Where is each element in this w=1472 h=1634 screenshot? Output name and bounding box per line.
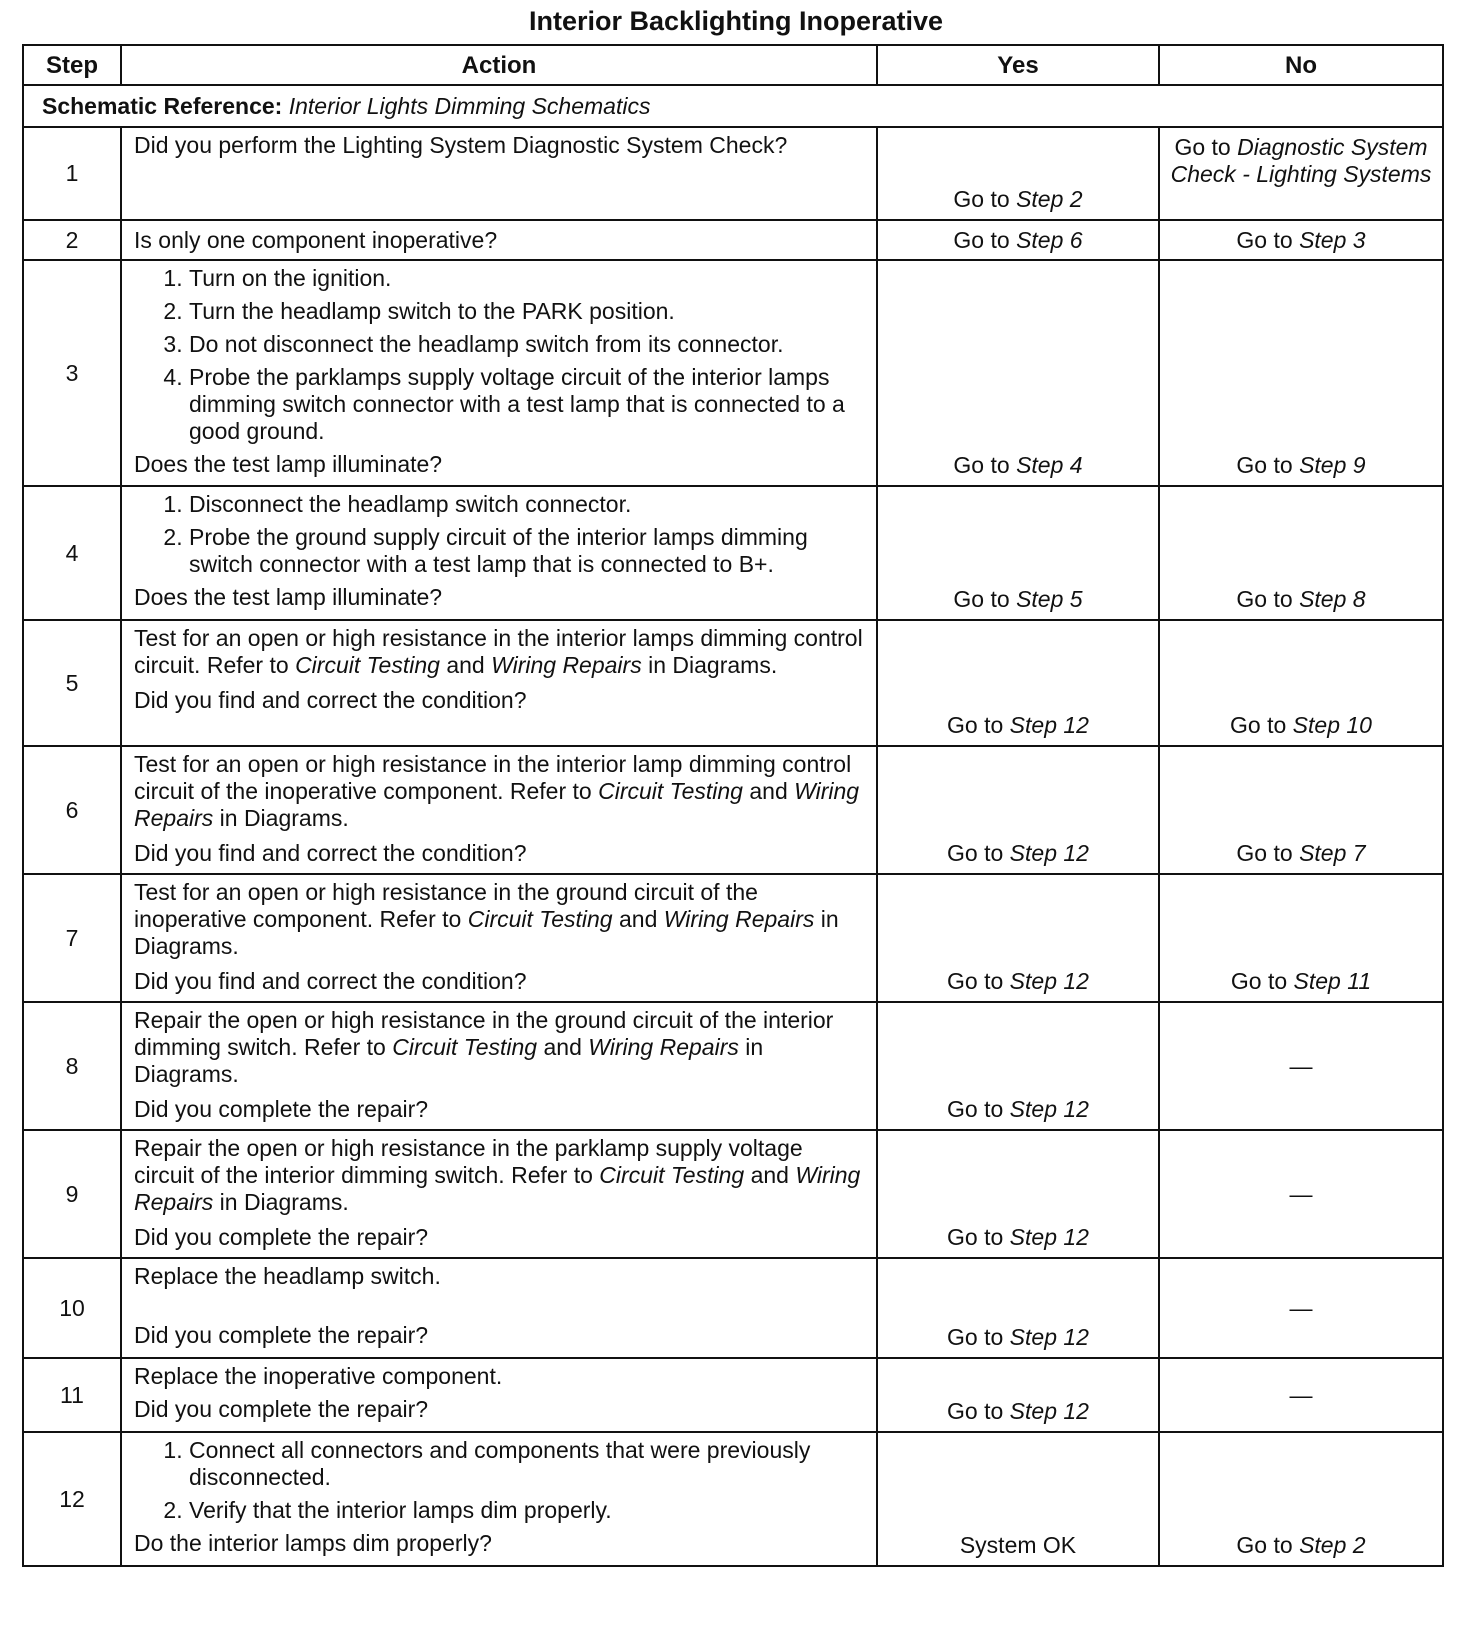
- step-link[interactable]: Step 6: [1016, 226, 1083, 253]
- yes-cell: [877, 260, 1159, 486]
- refer-to-label: Refer to: [379, 906, 462, 932]
- yes-cell: [877, 1258, 1159, 1358]
- in-diagrams-label: in Diagrams.: [134, 1034, 764, 1087]
- wiring-repairs-link[interactable]: Wiring Repairs: [588, 1034, 739, 1060]
- action-sentence: Test for an open or high resistance in the ground circuit of the inoperative component.: [134, 879, 758, 932]
- table-row: [23, 1358, 1443, 1432]
- step-number: 2: [23, 220, 121, 260]
- action-cell: [121, 1002, 877, 1130]
- action-text: Replace the inoperative component.: [134, 1363, 503, 1389]
- step-link[interactable]: Step 2: [1299, 1532, 1366, 1558]
- go-to-label: Go to: [1174, 134, 1231, 160]
- go-to-label: Go to: [947, 1324, 1004, 1350]
- circuit-testing-link[interactable]: Circuit Testing: [598, 778, 743, 804]
- step-number: 9: [23, 1130, 121, 1258]
- yes-cell: [877, 874, 1159, 1002]
- go-to-label: Go to: [953, 452, 1010, 478]
- step-link[interactable]: Step 12: [1009, 1224, 1089, 1250]
- go-to-label: Go to: [1236, 840, 1293, 866]
- question-text: Did you find and correct the condition?: [134, 687, 527, 713]
- yes-cell: [877, 127, 1159, 220]
- action-cell: [121, 874, 877, 1002]
- question-text: Did you complete the repair?: [134, 1096, 429, 1122]
- go-to-label: Go to: [1236, 1532, 1293, 1558]
- step-link[interactable]: Step 5: [1016, 586, 1083, 612]
- wiring-repairs-link[interactable]: Wiring Repairs: [491, 652, 642, 678]
- circuit-testing-link[interactable]: Circuit Testing: [392, 1034, 538, 1060]
- refer-to-label: Refer to: [206, 652, 289, 678]
- go-to-label: Go to: [1230, 712, 1287, 738]
- table-row: [23, 874, 1443, 1002]
- go-to-label: Go to: [953, 226, 1010, 253]
- no-cell: [1159, 260, 1443, 486]
- header-yes: Yes: [877, 45, 1159, 85]
- step-link[interactable]: Step 12: [1009, 1096, 1089, 1122]
- action-cell: [121, 1358, 877, 1432]
- step-link[interactable]: Step 2: [1016, 186, 1083, 212]
- action-list: [134, 491, 866, 578]
- action-text: [134, 1135, 866, 1216]
- action-list: [134, 265, 866, 445]
- action-text: [134, 625, 866, 679]
- question-text: Did you perform the Lighting System Diagnostic System Check?: [134, 132, 788, 158]
- circuit-testing-link[interactable]: Circuit Testing: [467, 906, 613, 932]
- in-diagrams-label: in Diagrams.: [219, 1189, 349, 1215]
- go-to-label: Go to: [947, 1096, 1004, 1122]
- yes-cell: [877, 746, 1159, 874]
- table-row: [23, 486, 1443, 620]
- go-to-label: Go to: [947, 1224, 1004, 1250]
- action-cell: [121, 620, 877, 746]
- list-item: 2. Probe the ground supply circuit of the interior lamps dimming switch connector with a test lamp that is connected to B+.: [189, 524, 866, 578]
- go-to-label: Go to: [947, 968, 1004, 994]
- question-text: Did you complete the repair?: [134, 1396, 429, 1422]
- go-to-label: Go to: [947, 840, 1004, 866]
- circuit-testing-link[interactable]: Circuit Testing: [295, 652, 440, 678]
- list-item: 2. Turn the headlamp switch to the PARK position.: [189, 298, 866, 325]
- step-number: 6: [23, 746, 121, 874]
- table-row: [23, 260, 1443, 486]
- step-link[interactable]: Step 9: [1299, 452, 1366, 478]
- yes-cell: [877, 220, 1159, 260]
- list-item: 3. Do not disconnect the headlamp switch from its connector.: [189, 331, 866, 358]
- header-action: Action: [121, 45, 877, 85]
- question-text: Does the test lamp illuminate?: [134, 584, 443, 610]
- question-text: Does the test lamp illuminate?: [134, 451, 443, 477]
- action-sentence: Repair the open or high resistance in the parklamp supply voltage circuit of the interior dimming switch.: [134, 1135, 803, 1188]
- step-number: 3: [23, 260, 121, 486]
- wiring-repairs-link[interactable]: Wiring Repairs: [134, 778, 860, 831]
- step-link[interactable]: Step 12: [1009, 968, 1089, 994]
- step-link[interactable]: Step 7: [1299, 840, 1366, 866]
- step-number: 7: [23, 874, 121, 1002]
- yes-cell: [877, 486, 1159, 620]
- question-text: Is only one component inoperative?: [134, 226, 498, 253]
- action-cell: [121, 127, 877, 220]
- diagnostic-table: [22, 44, 1444, 1567]
- question-text: Did you complete the repair?: [134, 1224, 429, 1250]
- step-number: 8: [23, 1002, 121, 1130]
- step-link[interactable]: Step 8: [1299, 586, 1366, 612]
- list-item: 4. Probe the parklamps supply voltage circuit of the interior lamps dimming switch connector with a test lamp that is connected to a good ground.: [189, 364, 866, 445]
- go-to-label: Go to: [1230, 968, 1288, 994]
- go-to-label: Go to: [1236, 586, 1293, 612]
- schematic-label: Schematic Reference:: [42, 92, 283, 119]
- in-diagrams-label: in Diagrams.: [219, 805, 349, 831]
- table-row: [23, 620, 1443, 746]
- list-item: 2. Verify that the interior lamps dim properly.: [189, 1497, 866, 1524]
- step-number: 1: [23, 127, 121, 220]
- step-number: 5: [23, 620, 121, 746]
- action-text: [134, 1007, 866, 1088]
- action-cell: [121, 220, 877, 260]
- step-link[interactable]: Step 12: [1009, 840, 1089, 866]
- no-cell: [1159, 874, 1443, 1002]
- refer-to-label: Refer to: [511, 1162, 593, 1188]
- step-link[interactable]: Step 3: [1299, 226, 1366, 253]
- and-label: and: [446, 652, 485, 678]
- and-label: and: [750, 1162, 789, 1188]
- go-to-label: Go to: [1236, 452, 1293, 478]
- step-number: 11: [23, 1358, 121, 1432]
- wiring-repairs-link[interactable]: Wiring Repairs: [134, 1162, 861, 1215]
- table-row: [23, 1258, 1443, 1358]
- step-link[interactable]: Step 11: [1293, 968, 1372, 994]
- action-cell: [121, 1130, 877, 1258]
- action-sentence: Repair the open or high resistance in the ground circuit of the interior dimming switch.: [134, 1007, 834, 1060]
- yes-cell: [877, 620, 1159, 746]
- no-cell: —: [1159, 1358, 1443, 1432]
- action-text: Replace the headlamp switch.: [134, 1263, 441, 1289]
- diagnostic-check-link[interactable]: Diagnostic System Check - Lighting Systems: [1170, 134, 1432, 187]
- list-item: 1. Disconnect the headlamp switch connector.: [189, 491, 866, 518]
- table-row: [23, 220, 1443, 260]
- no-cell: —: [1159, 1002, 1443, 1130]
- list-item: 1. Turn on the ignition.: [189, 265, 866, 292]
- go-to-label: Go to: [953, 186, 1010, 212]
- table-row: [23, 1432, 1443, 1566]
- question-text: Did you find and correct the condition?: [134, 968, 527, 994]
- no-cell: —: [1159, 1258, 1443, 1358]
- step-link[interactable]: Step 4: [1016, 452, 1083, 478]
- schematic-reference: [23, 85, 1443, 127]
- header-no: No: [1159, 45, 1443, 85]
- action-cell: [121, 746, 877, 874]
- table-row: [23, 127, 1443, 220]
- action-cell: [121, 486, 877, 620]
- no-cell: [1159, 746, 1443, 874]
- step-number: 12: [23, 1432, 121, 1566]
- action-text: [134, 879, 866, 960]
- circuit-testing-link[interactable]: Circuit Testing: [599, 1162, 745, 1188]
- go-to-label: Go to: [953, 586, 1010, 612]
- in-diagrams-label: in Diagrams.: [134, 906, 839, 959]
- action-text: [134, 751, 866, 832]
- step-link[interactable]: Step 12: [1009, 1324, 1089, 1350]
- no-cell: [1159, 127, 1443, 220]
- action-cell: [121, 260, 877, 486]
- no-cell: [1159, 620, 1443, 746]
- and-label: and: [543, 1034, 582, 1060]
- action-sentence: Test for an open or high resistance in the interior lamp dimming control circuit of the inoperative component.: [134, 751, 852, 804]
- step-number: 4: [23, 486, 121, 620]
- refer-to-label: Refer to: [509, 778, 592, 804]
- question-text: Do the interior lamps dim properly?: [134, 1530, 492, 1556]
- no-cell: [1159, 1432, 1443, 1566]
- yes-cell: [877, 1358, 1159, 1432]
- action-cell: [121, 1432, 877, 1566]
- go-to-label: Go to: [1236, 226, 1293, 253]
- step-link[interactable]: Step 12: [1009, 1398, 1089, 1424]
- question-text: Did you complete the repair?: [134, 1322, 429, 1348]
- go-to-label: Go to: [947, 1398, 1004, 1424]
- list-item: 1. Connect all connectors and components that were previously disconnected.: [189, 1437, 866, 1491]
- go-to-label: Go to: [947, 712, 1004, 738]
- refer-to-label: Refer to: [304, 1034, 386, 1060]
- and-label: and: [749, 778, 788, 804]
- action-cell: [121, 1258, 877, 1358]
- no-cell: [1159, 220, 1443, 260]
- page-title: Interior Backlighting Inoperative: [528, 6, 944, 36]
- schematic-link[interactable]: Interior Lights Dimming Schematics: [288, 92, 651, 119]
- wiring-repairs-link[interactable]: Wiring Repairs: [663, 906, 815, 932]
- yes-cell: [877, 1002, 1159, 1130]
- step-number: 10: [23, 1258, 121, 1358]
- table-row: [23, 1002, 1443, 1130]
- yes-cell: System OK: [877, 1432, 1159, 1566]
- table-row: [23, 746, 1443, 874]
- in-diagrams-label: in Diagrams.: [648, 652, 778, 678]
- and-label: and: [618, 906, 658, 932]
- schematic-row: [23, 85, 1443, 127]
- step-link[interactable]: Step 12: [1009, 712, 1089, 738]
- header-step: Step: [23, 45, 121, 85]
- step-link[interactable]: Step 10: [1292, 712, 1372, 738]
- action-sentence: Test for an open or high resistance in the interior lamps dimming control circuit.: [134, 625, 863, 678]
- no-cell: —: [1159, 1130, 1443, 1258]
- table-row: [23, 1130, 1443, 1258]
- yes-cell: [877, 1130, 1159, 1258]
- action-list: [134, 1437, 866, 1524]
- question-text: Did you find and correct the condition?: [134, 840, 527, 866]
- no-cell: [1159, 486, 1443, 620]
- header-row: [23, 45, 1443, 85]
